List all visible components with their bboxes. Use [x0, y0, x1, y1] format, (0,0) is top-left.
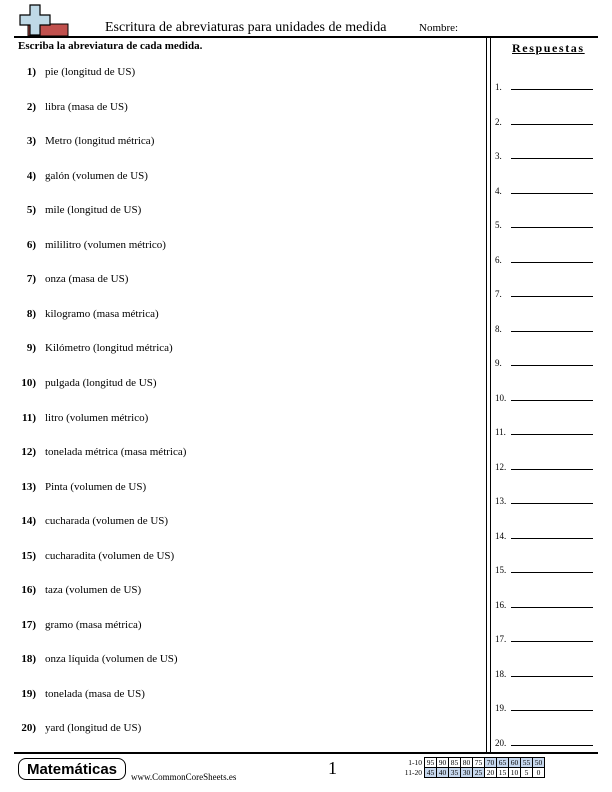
- score-cell: 95: [425, 758, 437, 768]
- answer-number: 14.: [495, 530, 507, 541]
- question-number: 5): [26, 204, 36, 217]
- score-row: [398, 758, 545, 768]
- question-text: gramo (masa métrica): [45, 618, 142, 631]
- question-text: mile (longitud de US): [45, 204, 142, 217]
- answer-line[interactable]: [511, 676, 593, 677]
- brand-badge: Matemáticas: [18, 758, 126, 780]
- answer-line[interactable]: [511, 503, 593, 504]
- answer-blank[interactable]: [495, 251, 595, 265]
- question-text: onza líquida (volumen de US): [45, 653, 178, 666]
- question-text: cucharada (volumen de US): [45, 515, 169, 528]
- question-number: 16): [21, 584, 36, 597]
- question-item: [0, 550, 480, 566]
- score-cell: 40: [437, 768, 449, 778]
- answer-line[interactable]: [511, 365, 593, 366]
- score-table: [398, 757, 545, 778]
- question-item: [0, 308, 480, 324]
- question-item: [0, 239, 480, 255]
- question-text: pie (longitud de US): [45, 66, 136, 78]
- question-item: [0, 204, 480, 220]
- score-cell: 30: [461, 768, 473, 778]
- answer-number: 5.: [495, 220, 502, 230]
- answer-line[interactable]: [511, 400, 593, 401]
- score-cell: 65: [497, 758, 509, 768]
- answer-number: 8.: [495, 323, 502, 334]
- answer-line[interactable]: [511, 331, 593, 332]
- question-number: 4): [26, 169, 36, 182]
- answer-number: 15.: [495, 565, 507, 575]
- name-field-label: Nombre:: [419, 22, 459, 34]
- question-text: pulgada (longitud de US): [45, 376, 157, 389]
- answer-number: 13.: [495, 496, 507, 506]
- question-text: cucharadita (volumen de US): [45, 549, 175, 562]
- question-number: 10): [21, 376, 36, 389]
- score-cell: 20: [485, 768, 497, 778]
- answer-blank[interactable]: [495, 423, 595, 437]
- question-number: 18): [21, 653, 36, 666]
- score-cell: 0: [533, 768, 545, 778]
- answer-line[interactable]: [511, 572, 593, 573]
- question-item: [0, 342, 480, 358]
- score-cell: 80: [461, 758, 473, 768]
- question-item: [0, 101, 480, 117]
- answer-column-divider: [486, 38, 491, 752]
- score-cell: 90: [437, 758, 449, 768]
- answers-title: Respuestas: [512, 41, 585, 55]
- answer-blank[interactable]: [495, 665, 595, 679]
- question-item: [0, 273, 480, 289]
- answer-line[interactable]: [511, 124, 593, 125]
- answer-blank[interactable]: [495, 147, 595, 161]
- question-text: Pinta (volumen de US): [45, 480, 147, 493]
- answer-line[interactable]: [511, 745, 593, 746]
- answer-blank[interactable]: [495, 216, 595, 230]
- answer-blank[interactable]: [495, 285, 595, 299]
- answer-blank[interactable]: [495, 596, 595, 610]
- question-text: kilogramo (masa métrica): [45, 307, 159, 320]
- question-number: 6): [26, 238, 36, 251]
- answer-blank[interactable]: [495, 113, 595, 127]
- answer-line[interactable]: [511, 710, 593, 711]
- question-text: tonelada (masa de US): [45, 687, 145, 700]
- answer-blank[interactable]: [495, 320, 595, 334]
- question-number: 1): [26, 66, 36, 78]
- score-cell: 60: [509, 758, 521, 768]
- answer-number: 1.: [495, 82, 502, 92]
- score-cell: 35: [449, 768, 461, 778]
- answer-blank[interactable]: [495, 527, 595, 541]
- score-row: [398, 768, 545, 778]
- answer-number: 18.: [495, 668, 507, 679]
- question-text: Metro (longitud métrica): [45, 135, 155, 148]
- score-cell: 55: [521, 758, 533, 768]
- score-cell: 10: [509, 768, 521, 778]
- question-number: 7): [26, 273, 36, 286]
- page-number: 1: [328, 758, 337, 778]
- answer-blank[interactable]: [495, 389, 595, 403]
- answer-line[interactable]: [511, 262, 593, 263]
- question-item: [0, 446, 480, 462]
- answer-line[interactable]: [511, 89, 593, 90]
- answer-blank[interactable]: [495, 492, 595, 506]
- question-item: [0, 584, 480, 600]
- question-text: Kilómetro (longitud métrica): [45, 342, 173, 355]
- answer-blank[interactable]: [495, 182, 595, 196]
- question-item: [0, 135, 480, 151]
- question-number: 11): [21, 411, 36, 424]
- score-cell: 15: [497, 768, 509, 778]
- question-text: libra (masa de US): [45, 100, 128, 113]
- question-item: [0, 66, 480, 82]
- answer-number: 3.: [495, 151, 502, 161]
- question-text: mililitro (volumen métrico): [45, 238, 166, 251]
- answer-number: 9.: [495, 358, 502, 368]
- answer-number: 6.: [495, 254, 502, 265]
- answer-number: 20.: [495, 737, 507, 748]
- question-number: 3): [26, 135, 36, 148]
- answer-blank[interactable]: [495, 630, 595, 644]
- question-text: galón (volumen de US): [45, 169, 148, 182]
- score-cell: 5: [521, 768, 533, 778]
- score-range: 11-20: [404, 768, 422, 777]
- answer-number: 4.: [495, 185, 502, 196]
- question-item: [0, 377, 480, 393]
- answer-number: 16.: [495, 599, 507, 610]
- question-item: [0, 481, 480, 497]
- question-number: 9): [26, 342, 36, 355]
- question-number: 19): [21, 687, 36, 700]
- answer-number: 10.: [495, 392, 507, 403]
- plus-minus-logo-icon: [18, 4, 70, 38]
- question-text: onza (masa de US): [45, 273, 129, 286]
- question-number: 20): [21, 722, 36, 735]
- score-cell: 25: [473, 768, 485, 778]
- answer-line[interactable]: [511, 469, 593, 470]
- score-cell: 85: [449, 758, 461, 768]
- answer-number: 2.: [495, 116, 502, 127]
- question-item: [0, 619, 480, 635]
- answer-line[interactable]: [511, 641, 593, 642]
- question-item: [0, 515, 480, 531]
- question-number: 15): [21, 549, 36, 562]
- answer-line[interactable]: [511, 158, 593, 159]
- score-range: 1-10: [408, 758, 422, 767]
- answer-number: 11.: [495, 427, 506, 437]
- answer-line[interactable]: [511, 607, 593, 608]
- question-number: 2): [26, 100, 36, 113]
- answer-line[interactable]: [511, 296, 593, 297]
- answer-blank[interactable]: [495, 561, 595, 575]
- answer-number: 12.: [495, 461, 507, 472]
- score-cell: 75: [473, 758, 485, 768]
- answer-number: 7.: [495, 289, 502, 299]
- question-text: litro (volumen métrico): [45, 411, 149, 424]
- answer-blank[interactable]: [495, 354, 595, 368]
- answer-blank[interactable]: [495, 734, 595, 748]
- question-text: yard (longitud de US): [45, 722, 142, 735]
- answer-line[interactable]: [511, 434, 593, 435]
- question-item: [0, 688, 480, 704]
- question-text: taza (volumen de US): [45, 584, 142, 597]
- question-number: 14): [21, 515, 36, 528]
- score-cell: 70: [485, 758, 497, 768]
- answer-number: 17.: [495, 634, 507, 644]
- question-item: [0, 722, 480, 738]
- question-number: 13): [21, 480, 36, 493]
- answer-blank[interactable]: [495, 458, 595, 472]
- answer-blank[interactable]: [495, 699, 595, 713]
- answer-line[interactable]: [511, 227, 593, 228]
- question-item: [0, 170, 480, 186]
- header-rule: [14, 36, 598, 38]
- answer-number: 19.: [495, 703, 507, 713]
- footer-rule: [14, 752, 598, 754]
- website-url: www.CommonCoreSheets.es: [131, 772, 237, 782]
- question-number: 17): [21, 618, 36, 631]
- question-item: [0, 653, 480, 669]
- instructions: Escriba la abreviatura de cada medida.: [18, 40, 203, 52]
- score-cell: 50: [533, 758, 545, 768]
- question-text: tonelada métrica (masa métrica): [45, 446, 187, 459]
- worksheet-title: Escritura de abreviaturas para unidades de medida: [105, 20, 387, 35]
- question-number: 8): [26, 307, 36, 320]
- answer-line[interactable]: [511, 538, 593, 539]
- question-item: [0, 412, 480, 428]
- score-cell: 45: [425, 768, 437, 778]
- answer-line[interactable]: [511, 193, 593, 194]
- question-number: 12): [21, 446, 36, 459]
- answer-blank[interactable]: [495, 78, 595, 92]
